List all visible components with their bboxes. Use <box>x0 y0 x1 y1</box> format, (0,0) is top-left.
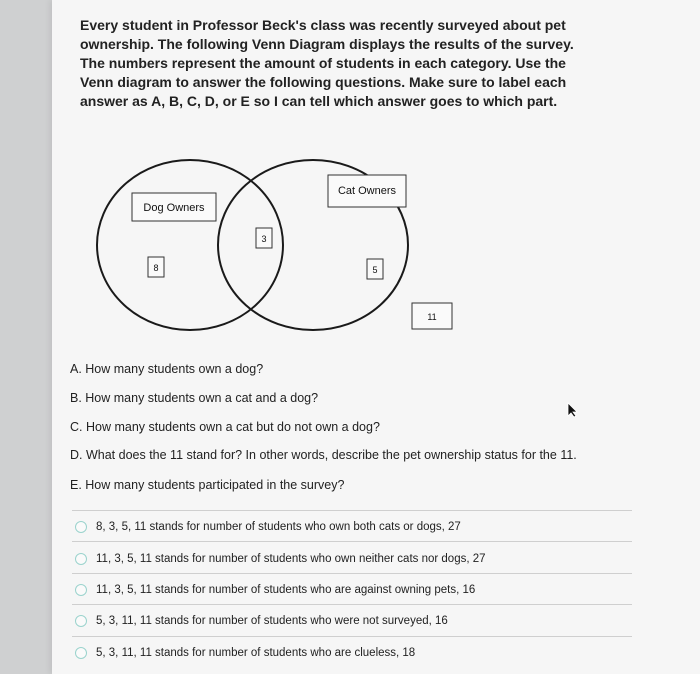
both-count: 3 <box>261 234 267 244</box>
part-e: E. How many students participated in the survey? <box>70 478 345 492</box>
answer-option-label: 11, 3, 5, 11 stands for number of students who own neither cats nor dogs, 27 <box>96 553 486 565</box>
mouse-cursor-icon <box>566 402 580 418</box>
part-b: B. How many students own a cat and a dog? <box>70 391 319 405</box>
option-divider <box>72 636 632 637</box>
cat-only-count: 5 <box>372 265 378 275</box>
venn-diagram <box>95 150 465 340</box>
option-divider <box>72 541 632 542</box>
answer-option-label: 8, 3, 5, 11 stands for number of students who own both cats or dogs, 27 <box>96 521 461 533</box>
dog-owners-label: Dog Owners <box>143 202 205 214</box>
option-divider <box>72 573 632 574</box>
question-text: Every student in Professor Beck's class was recently surveyed about pet ownership. The following Venn Diagram displays the results of the survey. The numbers represent the amount of students in each category. Use the Venn diagram to answer the following questions. Make sure to label each answer as A, B, C, D, or E so I can tell which answer goes to which part. <box>80 17 574 109</box>
answer-option-2[interactable] <box>72 544 632 574</box>
answer-option-3[interactable] <box>72 575 632 605</box>
part-c: C. How many students own a cat but do not own a dog? <box>70 420 380 434</box>
neither-count: 11 <box>427 312 437 322</box>
answer-option-5[interactable] <box>72 638 632 668</box>
dog-owners-circle <box>97 160 283 330</box>
answer-option-label: 11, 3, 5, 11 stands for number of students who are against owning pets, 16 <box>96 584 476 596</box>
radio-button-icon[interactable] <box>75 553 87 565</box>
radio-button-icon[interactable] <box>75 647 87 659</box>
options-top-divider <box>72 510 632 511</box>
radio-button-icon[interactable] <box>75 615 87 627</box>
part-a: A. How many students own a dog? <box>70 362 264 376</box>
answer-option-label: 5, 3, 11, 11 stands for number of students who are clueless, 18 <box>96 647 416 659</box>
option-divider <box>72 604 632 605</box>
radio-button-icon[interactable] <box>75 521 87 533</box>
answer-option-4[interactable] <box>72 606 632 636</box>
answer-option-1[interactable] <box>72 512 632 542</box>
part-d: D. What does the 11 stand for? In other words, describe the pet ownership status for the 11. <box>70 448 577 462</box>
radio-button-icon[interactable] <box>75 584 87 596</box>
cat-owners-label: Cat Owners <box>337 185 397 197</box>
dog-only-count: 8 <box>153 263 159 273</box>
answer-option-label: 5, 3, 11, 11 stands for number of students who were not surveyed, 16 <box>96 615 448 627</box>
